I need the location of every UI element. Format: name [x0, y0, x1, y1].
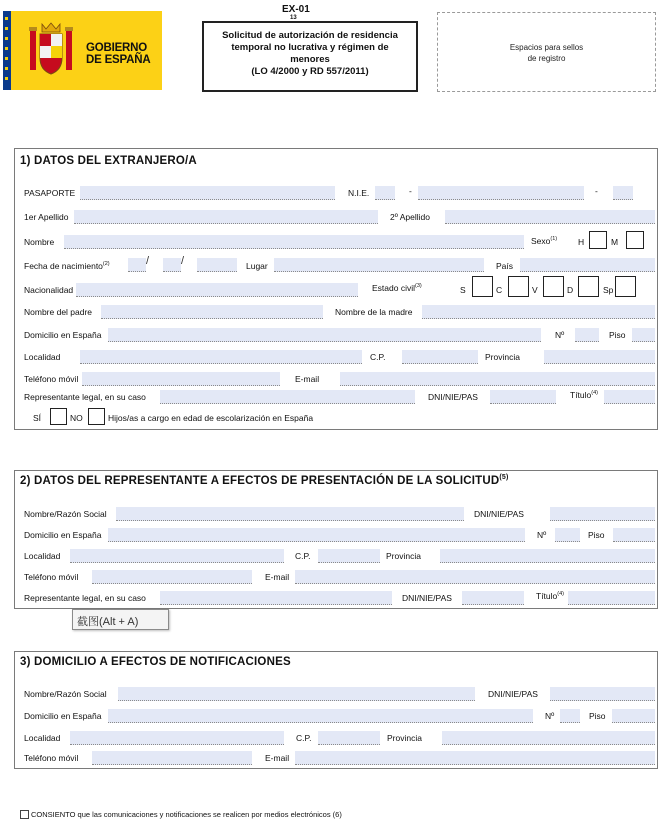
pasaporte-label: PASAPORTE: [24, 188, 76, 198]
date-separator: /: [146, 255, 150, 267]
nie-dash: -: [409, 186, 412, 196]
sexo-h-label: H: [578, 237, 585, 247]
dni-field[interactable]: [550, 687, 655, 701]
registration-stamp-box: [437, 12, 656, 92]
piso-field[interactable]: [612, 709, 655, 723]
nombre-razon-label: Nombre/Razón Social: [24, 509, 107, 519]
provincia-field[interactable]: [442, 731, 655, 745]
hijos-si-checkbox[interactable]: [50, 408, 67, 425]
piso-label: Piso: [588, 530, 605, 540]
email-label: E-mail: [265, 572, 290, 582]
consent-label: CONSIENTO que las comunicaciones y notificaciones se realicen por medios electrónicos (6): [31, 810, 342, 819]
si-label: SÍ: [33, 413, 42, 423]
domicilio-label: Domicilio en España: [24, 330, 102, 340]
cp-field[interactable]: [318, 731, 380, 745]
titulo-label: Título$^{(4)}$: [536, 591, 564, 601]
provincia-field[interactable]: [440, 549, 655, 563]
nacionalidad-label: Nacionalidad: [24, 285, 74, 295]
localidad-label: Localidad: [24, 733, 61, 743]
pais-field[interactable]: [520, 258, 655, 272]
estado-v-label: V: [532, 285, 538, 295]
estado-s-checkbox[interactable]: [472, 276, 493, 297]
lugar-label: Lugar: [246, 261, 268, 271]
apellido2-label: 2º Apellido: [390, 212, 430, 222]
form-code: EX-01: [282, 4, 310, 15]
coat-of-arms-icon: [28, 22, 74, 78]
nombre-razon-label: Nombre/Razón Social: [24, 689, 107, 699]
estado-v-checkbox[interactable]: [543, 276, 564, 297]
dni-label: DNI/NIE/PAS: [488, 689, 538, 699]
nie-number-field[interactable]: [418, 186, 584, 200]
section3-title: 3) DOMICILIO A EFECTOS DE NOTIFICACIONES: [20, 656, 291, 668]
representante-label: Representante legal, en su caso: [24, 392, 146, 402]
telefono-field[interactable]: [82, 372, 280, 386]
hijos-no-checkbox[interactable]: [88, 408, 105, 425]
estado-c-checkbox[interactable]: [508, 276, 529, 297]
pasaporte-field[interactable]: [80, 186, 335, 200]
telefono-field[interactable]: [92, 570, 252, 584]
telefono-label: Teléfono móvil: [24, 374, 79, 384]
fecha-dia-field[interactable]: [128, 258, 146, 272]
cp-field[interactable]: [318, 549, 380, 563]
fecha-anio-field[interactable]: [197, 258, 237, 272]
piso-field[interactable]: [613, 528, 655, 542]
sexo-label: Sexo$^{(1)}$: [531, 236, 558, 246]
form-title-line: menores: [290, 54, 330, 65]
email-field[interactable]: [295, 570, 655, 584]
email-label: E-mail: [265, 753, 290, 763]
no-label: NO: [70, 413, 83, 423]
numero-label: Nº: [537, 530, 547, 540]
dni-label: DNI/NIE/PAS: [474, 509, 524, 519]
pais-label: País: [496, 261, 514, 271]
ministry-name-line2: DE ESPAÑA: [86, 54, 151, 66]
provincia-label: Provincia: [386, 551, 421, 561]
localidad-field[interactable]: [80, 350, 362, 364]
ministry-name-line1: GOBIERNO: [86, 42, 148, 54]
dni-field[interactable]: [462, 591, 524, 605]
form-title-line: temporal no lucrativa y régimen de: [231, 42, 389, 53]
estado-c-label: C: [496, 285, 503, 295]
section1-title: 1) DATOS DEL EXTRANJERO/A: [20, 155, 197, 167]
estado-civil-label: Estado civil$^{(3)}$: [372, 283, 422, 293]
sexo-m-label: M: [611, 237, 619, 247]
representante-field[interactable]: [160, 591, 392, 605]
sexo-m-checkbox[interactable]: [626, 231, 644, 249]
nombre-label: Nombre: [24, 237, 55, 247]
screenshot-tooltip: 截图(Alt + A): [72, 609, 169, 630]
domicilio-field[interactable]: [108, 328, 541, 342]
titulo-field[interactable]: [568, 591, 655, 605]
form-code-sub: 13: [290, 15, 297, 21]
nacionalidad-field[interactable]: [76, 283, 358, 297]
cp-field[interactable]: [402, 350, 478, 364]
consent-checkbox[interactable]: [20, 810, 29, 819]
apellido1-label: 1er Apellido: [24, 212, 69, 222]
localidad-label: Localidad: [24, 352, 61, 362]
telefono-field[interactable]: [92, 751, 252, 765]
sexo-h-checkbox[interactable]: [589, 231, 607, 249]
nombre-madre-label: Nombre de la madre: [335, 307, 413, 317]
nombre-madre-field[interactable]: [422, 305, 655, 319]
provincia-field[interactable]: [544, 350, 655, 364]
apellido1-field[interactable]: [74, 210, 378, 224]
nie-letter-field[interactable]: [375, 186, 395, 200]
nombre-padre-label: Nombre del padre: [24, 307, 93, 317]
numero-field[interactable]: [555, 528, 580, 542]
piso-field[interactable]: [632, 328, 655, 342]
email-field[interactable]: [340, 372, 655, 386]
provincia-label: Provincia: [485, 352, 520, 362]
estado-d-checkbox[interactable]: [578, 276, 599, 297]
domicilio-label: Domicilio en España: [24, 711, 102, 721]
nombre-razon-field[interactable]: [116, 507, 464, 521]
numero-label: Nº: [555, 330, 565, 340]
nie-control-field[interactable]: [613, 186, 633, 200]
provincia-label: Provincia: [387, 733, 422, 743]
lugar-field[interactable]: [274, 258, 484, 272]
date-separator: /: [181, 255, 185, 267]
numero-label: Nº: [545, 711, 555, 721]
email-label: E-mail: [295, 374, 320, 384]
numero-field[interactable]: [560, 709, 580, 723]
form-title-box: [202, 21, 418, 92]
nie-dash: -: [595, 186, 598, 196]
cp-label: C.P.: [370, 352, 386, 362]
fecha-nacimiento-label: Fecha de nacimiento$^{(2)}$: [24, 261, 110, 271]
titulo-field[interactable]: [604, 390, 655, 404]
apellido2-field[interactable]: [445, 210, 655, 224]
nombre-field[interactable]: [64, 235, 524, 249]
representante-label: Representante legal, en su caso: [24, 593, 146, 603]
estado-sp-label: Sp: [603, 285, 614, 295]
hijos-label: Hijos/as a cargo en edad de escolarización en España: [108, 413, 314, 423]
domicilio-field[interactable]: [108, 709, 533, 723]
dni-label: DNI/NIE/PAS: [428, 392, 478, 402]
dni-field[interactable]: [550, 507, 655, 521]
section2-title: 2) DATOS DEL REPRESENTANTE A EFECTOS DE PRESENTACIÓN DE LA SOLICITUD$^{(5)}$: [20, 474, 509, 487]
form-title-line: Solicitud de autorización de residencia: [222, 30, 398, 41]
domicilio-label: Domicilio en España: [24, 530, 102, 540]
domicilio-field[interactable]: [108, 528, 525, 542]
dni-field[interactable]: [490, 390, 556, 404]
estado-d-label: D: [567, 285, 574, 295]
nie-label: N.I.E.: [348, 188, 370, 198]
titulo-label: Título$^{(4)}$: [570, 390, 598, 400]
localidad-field[interactable]: [70, 731, 284, 745]
telefono-label: Teléfono móvil: [24, 753, 79, 763]
cp-label: C.P.: [296, 733, 312, 743]
estado-s-label: S: [460, 285, 466, 295]
email-field[interactable]: [295, 751, 655, 765]
telefono-label: Teléfono móvil: [24, 572, 79, 582]
numero-field[interactable]: [575, 328, 599, 342]
representante-field[interactable]: [160, 390, 415, 404]
form-title-line: (LO 4/2000 y RD 557/2011): [251, 66, 369, 77]
cp-label: C.P.: [295, 551, 311, 561]
piso-label: Piso: [609, 330, 626, 340]
nombre-razon-field[interactable]: [118, 687, 475, 701]
dni-label: DNI/NIE/PAS: [402, 593, 452, 603]
fecha-mes-field[interactable]: [163, 258, 181, 272]
registro-label-line1: Espacios para sellos: [509, 43, 584, 52]
piso-label: Piso: [589, 711, 606, 721]
registro-label-line2: de registro: [527, 54, 566, 63]
estado-sp-checkbox[interactable]: [615, 276, 636, 297]
localidad-field[interactable]: [70, 549, 284, 563]
localidad-label: Localidad: [24, 551, 61, 561]
nombre-padre-field[interactable]: [101, 305, 323, 319]
